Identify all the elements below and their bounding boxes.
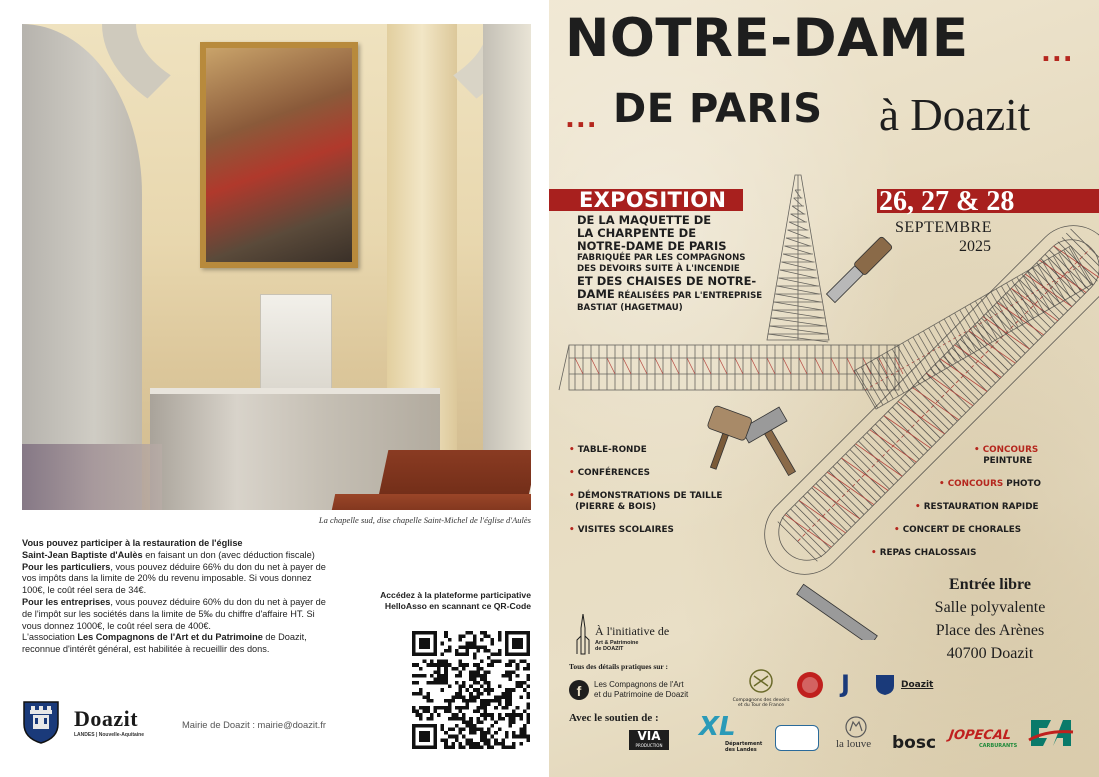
expo-line7b: RÉALISÉES PAR L'ENTREPRISE (614, 291, 763, 301)
sponsor-jopecal: JOPECAL CARBURANTS (947, 728, 1018, 749)
louve-icon (844, 716, 868, 738)
venue-street: Place des Arènes (935, 622, 1045, 639)
activity-repas: • REPAS CHALOSSAIS (871, 548, 977, 558)
activity-conferences: • CONFÉRENCES (569, 468, 650, 478)
activity-concours-peinture: • CONCOURS PEINTURE (974, 445, 1039, 466)
activity-demonstrations: • DÉMONSTRATIONS DE TAILLE (PIERRE & BOIS) (569, 491, 723, 512)
chapel-photo (22, 24, 531, 510)
particuliers-label: Pour les particuliers (22, 561, 111, 572)
event-year: 2025 (959, 238, 991, 255)
tabernacle (260, 294, 332, 390)
red-emblem-icon (795, 670, 825, 700)
doazit-logo-name: Doazit (74, 706, 139, 731)
credit-agricole-icon (1027, 714, 1075, 752)
helloasso-qr-code[interactable] (412, 630, 530, 750)
facebook-page[interactable]: Les Compagnons de l'Art et du Patrimoine de Doazit (594, 680, 689, 699)
chisel-icon (825, 236, 893, 304)
activity-table-ronde: • TABLE-RONDE (569, 445, 647, 455)
sponsor-doazit: Doazit (875, 674, 895, 700)
photo-caption: La chapelle sud, dise chapelle Saint-Michel de l'église d'Aulès (318, 515, 531, 525)
title-line1: NOTRE-DAME (565, 8, 969, 69)
association-name: Les Compagnons de l'Art et du Patrimoine (77, 632, 263, 643)
activity-concours-photo: • CONCOURS PHOTO (939, 479, 1042, 489)
title-dots-2: ... (565, 104, 598, 134)
activity-visites: • VISITES SCOLAIRES (569, 525, 674, 535)
expo-line6: ET DES CHAISES DE NOTRE- (577, 274, 757, 288)
helloasso-text (335, 590, 531, 612)
sponsor-departement: Département des Landes (725, 741, 763, 753)
sponsor-credit-agricole (1027, 714, 1075, 756)
particuliers-text: , vous pouvez déduire 66% du don du net à payer de vos impôts dans la limite de 20% du revenu imposable. Si vous donnez 100€, le coût réel sera de 34€. (22, 561, 326, 596)
intro-rest: en faisant un don (avec déduction fiscale) (142, 549, 315, 560)
doazit-shield-icon (22, 700, 60, 744)
venue-name: Salle polyvalente (934, 599, 1046, 616)
entreprises-label: Pour les entreprises (22, 596, 111, 607)
expo-line4: FABRIQUÉE PAR LES COMPAGNONS (577, 253, 746, 263)
sponsor-compagnons: Compagnons des devoirs et du Tour de France (731, 668, 791, 708)
sponsor-louve: la louve (844, 716, 868, 742)
church-name: Saint-Jean Baptiste d'Aulès (22, 549, 143, 560)
compagnons-emblem-icon (746, 668, 776, 694)
sponsor-bosc: bosc (892, 733, 937, 753)
title-line2-script: à Doazit (879, 90, 1031, 140)
expo-description (577, 214, 787, 314)
helloasso-line1: Accédez à la plateforme participative (380, 590, 531, 600)
soutien-label: Avec le soutien de : (569, 712, 659, 724)
right-page (549, 0, 1099, 777)
event-info (915, 573, 1065, 665)
entree-libre: Entrée libre (949, 576, 1031, 593)
sponsor-j: J (841, 670, 850, 698)
entreprises-text: , vous pouvez déduire 60% du don du net à payer de de l'impôt sur les sociétés dans la limite de 5‰ du chiffre d'affaire HT. Si vous donnez 1000€, le coût réel sera de 400€. (22, 596, 326, 631)
venue-city: 40700 Doazit (946, 645, 1034, 662)
left-page (0, 0, 549, 777)
doazit-logo (22, 700, 152, 744)
sponsor-via: VIA PRODUCTION (629, 730, 669, 750)
expo-line3: NOTRE-DAME DE PARIS (577, 239, 727, 253)
expo-label: EXPOSITION (579, 188, 727, 212)
expo-line1: DE LA MAQUETTE DE (577, 213, 712, 227)
helloasso-line2: HelloAsso en scannant ce QR-Code (384, 601, 531, 611)
saint-michel-painting (200, 42, 358, 268)
sponsor-xl: XL (699, 712, 736, 742)
sponsor-doazit-emblem (795, 670, 825, 704)
cathedral-icon (575, 614, 591, 656)
mairie-contact: Mairie de Doazit : mairie@doazit.fr (182, 719, 326, 730)
association-post: de Doazit, reconnue d'intérêt général, est habilitée à recueillir des dons. (22, 632, 307, 655)
event-month: SEPTEMBRE (895, 219, 992, 236)
title-line2: DE PARIS (613, 86, 823, 132)
doazit-logo-sub: LANDES | Nouvelle-Aquitaine (74, 732, 145, 738)
activity-restauration: • RESTAURATION RAPIDE (915, 502, 1039, 512)
intro-line1: Vous pouvez participer à la restauration de l'église (22, 538, 243, 548)
hammer-icon (741, 407, 811, 484)
sponsor-blue-badge (775, 725, 819, 751)
doazit-small-shield-icon (875, 674, 895, 696)
donation-text (22, 538, 327, 656)
details-label: Tous des détails pratiques sur : (569, 662, 668, 671)
initiative-org: Art & Patrimoine de DOAZIT (595, 640, 639, 652)
event-dates: 26, 27 & 28 (879, 186, 1015, 217)
expo-line2: LA CHARPENTE DE (577, 226, 697, 240)
expo-line5: DES DEVOIRS SUITE À L'INCENDIE (577, 264, 740, 274)
facebook-icon[interactable]: f (569, 680, 589, 700)
initiative-label: À l'initiative de (595, 624, 670, 638)
association-pre: L'association (22, 632, 78, 643)
title-dots-1: ... (1041, 38, 1074, 68)
expo-line7a: DAME (577, 287, 615, 301)
activity-concert: • CONCERT DE CHORALES (894, 525, 1022, 535)
expo-line8: BASTIAT (HAGETMAU) (577, 303, 683, 313)
